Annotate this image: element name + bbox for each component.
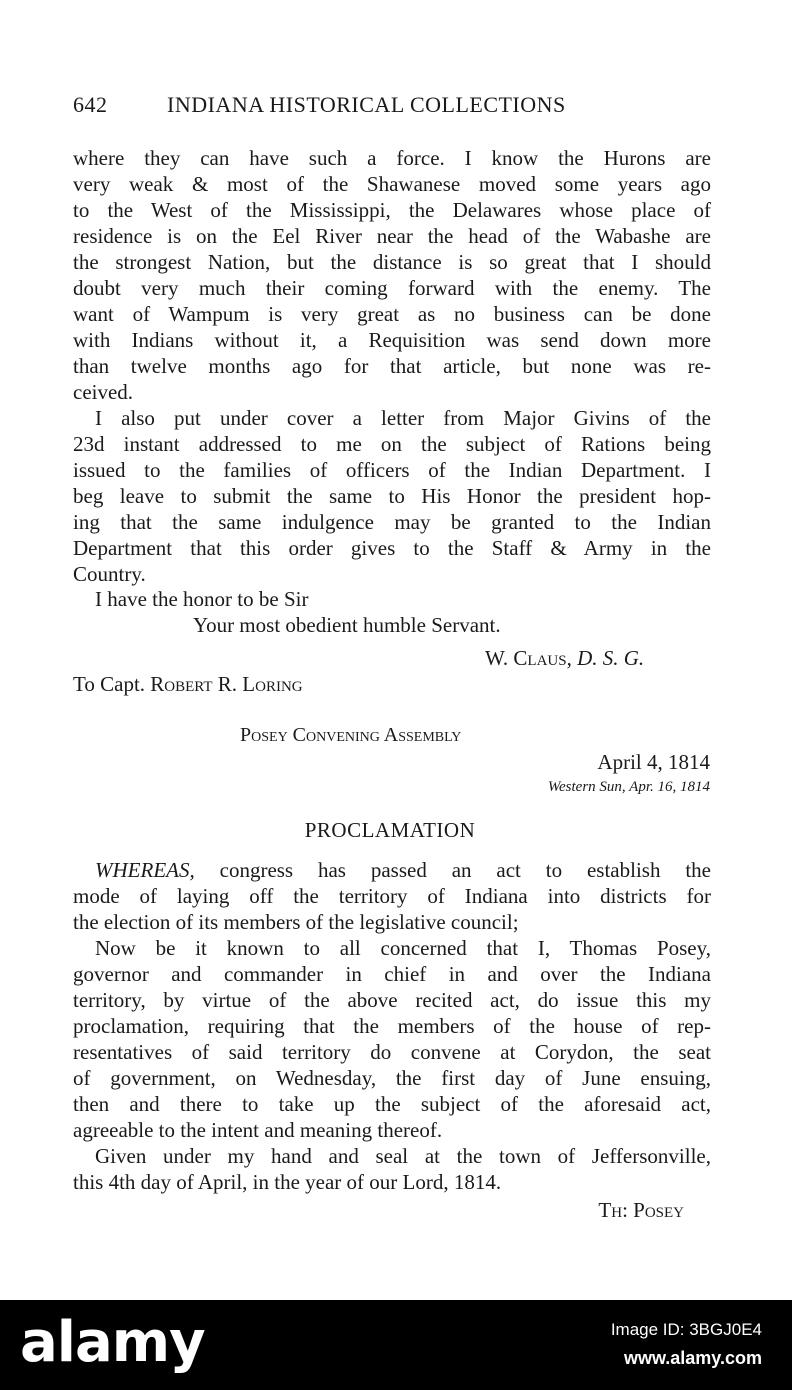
addressee xyxy=(73,672,303,697)
section-source: Western Sun, Apr. 16, 1814 xyxy=(547,779,710,795)
body-line: beg leave to submit the same to His Honor the president hop- xyxy=(73,484,711,508)
body-line: very weak & most of the Shawanese moved some years ago xyxy=(73,172,711,196)
addressee-prefix: To Capt. xyxy=(73,672,146,696)
body-line: agreeable to the intent and meaning thereof. xyxy=(73,1118,443,1142)
body-line: ceived. xyxy=(73,380,134,404)
running-title: INDIANA HISTORICAL COLLECTIONS xyxy=(167,92,566,117)
closing-line: Your most obedient humble Servant. xyxy=(193,613,501,637)
body-line: where they can have such a force. I know the Hurons are xyxy=(73,146,711,170)
body-line: want of Wampum is very great as no business can be done xyxy=(73,302,711,326)
closing-line: I have the honor to be Sir xyxy=(95,587,309,611)
body-line: ing that the same indulgence may be granted to the Indian xyxy=(73,510,711,534)
addressee-name: Robert R. Loring xyxy=(150,672,303,696)
body-line: doubt very much their coming forward with the enemy. The xyxy=(73,276,711,300)
body-line: territory, by virtue of the above recited act, do issue this my xyxy=(73,988,711,1012)
body-line: proclamation, requiring that the members of the house of rep- xyxy=(73,1014,711,1038)
whereas-word: WHEREAS, xyxy=(95,858,195,882)
body-line xyxy=(95,857,711,883)
body-line: issued to the families of officers of the Indian Department. I xyxy=(73,458,711,482)
section-heading: Posey Convening Assembly xyxy=(240,724,462,746)
alamy-logo: alamy xyxy=(20,1310,205,1375)
body-line: resentatives of said territory do convene at Corydon, the seat xyxy=(73,1040,711,1064)
proclamation-title: PROCLAMATION xyxy=(304,818,476,842)
body-line: the strongest Nation, but the distance is so great that I should xyxy=(73,250,711,274)
whereas-rest: congress has passed an act to establish the xyxy=(219,858,711,882)
section-date: April 4, 1814 xyxy=(597,750,710,774)
body-line: then and there to take up the subject of the aforesaid act, xyxy=(73,1092,711,1116)
body-line: of government, on Wednesday, the first day of June ensuing, xyxy=(73,1066,711,1090)
page-header xyxy=(73,92,723,118)
letter-signature xyxy=(485,646,644,671)
body-line: mode of laying off the territory of Indiana into districts for xyxy=(73,884,711,908)
body-line: this 4th day of April, in the year of our Lord, 1814. xyxy=(73,1170,502,1194)
signature-title: D. S. G. xyxy=(577,646,645,670)
body-line: Given under my hand and seal at the town of Jeffersonville, xyxy=(95,1144,711,1168)
watermark-bar xyxy=(0,1300,792,1390)
body-line: governor and commander in chief in and over the Indiana xyxy=(73,962,711,986)
page-number: 642 xyxy=(73,92,108,117)
body-line: to the West of the Mississippi, the Delawares whose place of xyxy=(73,198,711,222)
body-line: with Indians without it, a Requisition was send down more xyxy=(73,328,711,352)
body-line: residence is on the Eel River near the head of the Wabashe are xyxy=(73,224,711,248)
body-line: 23d instant addressed to me on the subject of Rations being xyxy=(73,432,711,456)
site-url: www.alamy.com xyxy=(623,1348,762,1368)
proclamation-signature: Th: Posey xyxy=(598,1198,684,1222)
body-line: I also put under cover a letter from Major Givins of the xyxy=(95,406,711,430)
body-line: the election of its members of the legislative council; xyxy=(73,910,519,934)
body-line: than twelve months ago for that article, but none was re- xyxy=(73,354,711,378)
signature-name: W. Claus, xyxy=(485,646,572,670)
body-line: Department that this order gives to the Staff & Army in the xyxy=(73,536,711,560)
body-line: Now be it known to all concerned that I, Thomas Posey, xyxy=(95,936,711,960)
image-id: Image ID: 3BGJ0E4 xyxy=(610,1320,762,1339)
body-line: Country. xyxy=(73,562,146,586)
